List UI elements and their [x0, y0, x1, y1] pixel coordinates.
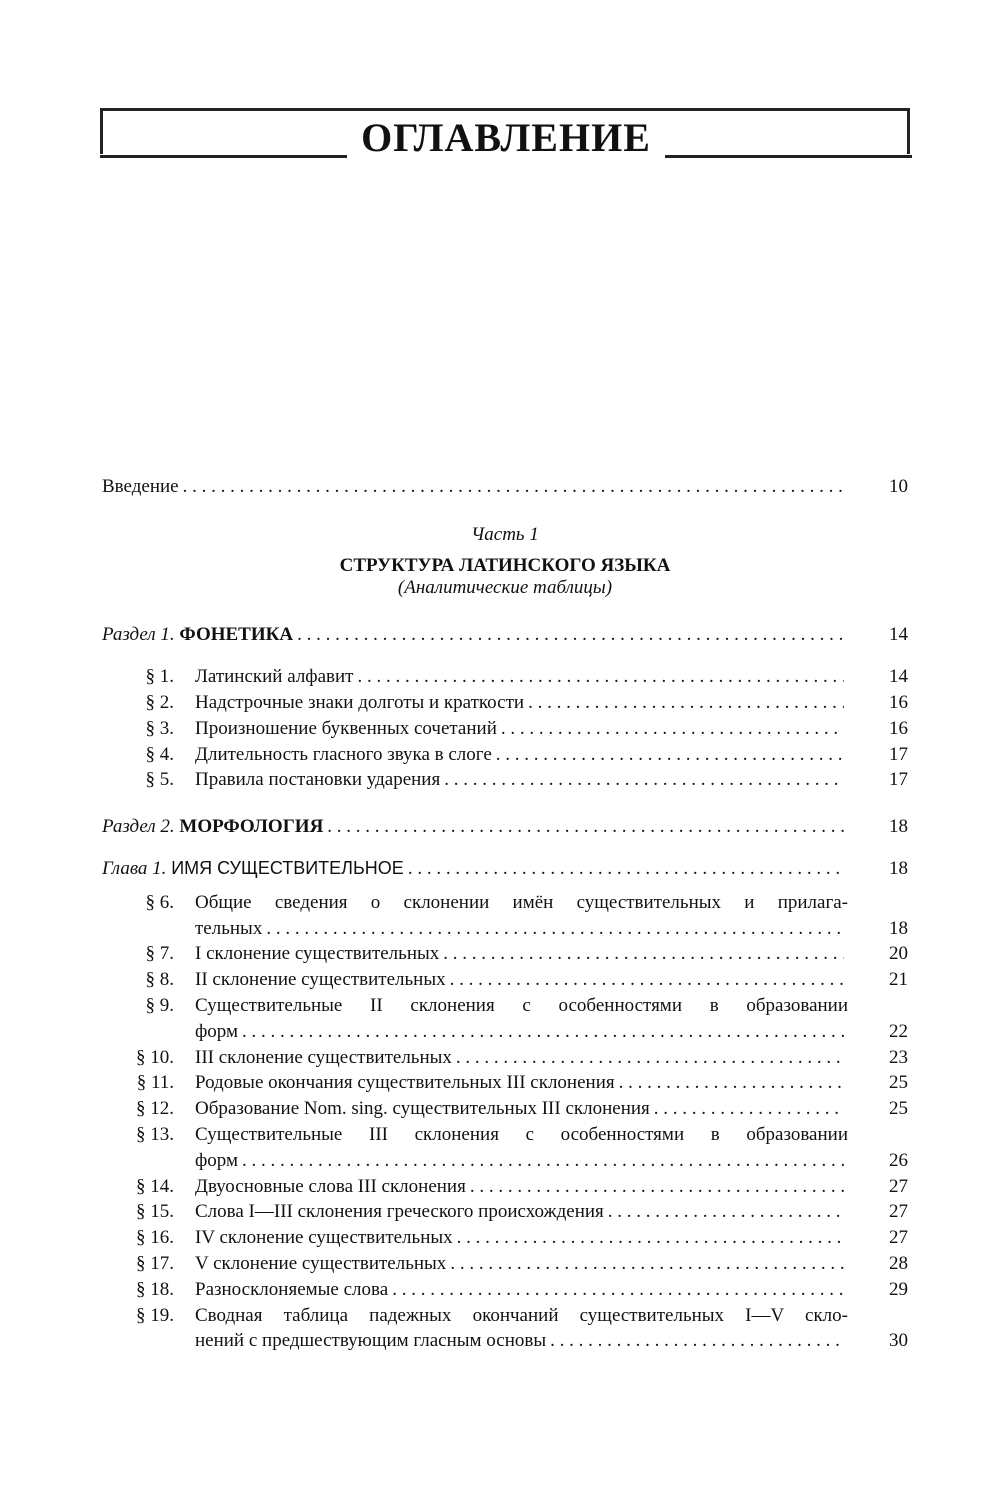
page-number: 14: [889, 624, 908, 646]
entry-label: Образование Nom. sing. существительных III склонения: [195, 1098, 650, 1120]
section-prefix: Раздел 1.: [102, 624, 175, 646]
toc-entry[interactable]: [102, 1225, 908, 1251]
entry-label: Длительность гласного звука в слоге: [195, 743, 492, 765]
entry-label: Двуосновные слова III склонения: [195, 1175, 466, 1197]
page-number: 18: [889, 917, 908, 939]
page-number: 30: [889, 1330, 908, 1352]
dot-leader: [608, 1199, 844, 1225]
paragraph-number: § 4.: [145, 743, 174, 765]
page-number: 27: [889, 1227, 908, 1249]
paragraph-number: § 8.: [145, 969, 174, 991]
toc-entry[interactable]: [102, 1328, 908, 1354]
dot-leader: [443, 941, 844, 967]
paragraph-number: § 19.: [136, 1304, 174, 1326]
paragraph-number: § 14.: [136, 1175, 174, 1197]
page-number: 20: [889, 943, 908, 965]
toc-entry[interactable]: [102, 664, 908, 690]
part-title: СТРУКТУРА ЛАТИНСКОГО ЯЗЫКА: [339, 554, 671, 576]
entry-label: форм: [195, 1020, 239, 1042]
entry-label: II склонение существительных: [195, 969, 446, 991]
chapter-prefix: Глава 1.: [102, 857, 167, 879]
page-number: 17: [889, 769, 908, 791]
page-number: 29: [889, 1278, 908, 1300]
toc-entry[interactable]: [102, 890, 908, 916]
dot-leader: [242, 1148, 844, 1174]
paragraph-number: § 7.: [145, 943, 174, 965]
page-number: 16: [889, 691, 908, 713]
dot-leader: [456, 1045, 844, 1071]
paragraph-number: § 5.: [145, 769, 174, 791]
entry-label: Надстрочные знаки долготы и краткости: [195, 691, 525, 713]
entry-label: Общие сведения о склонении имён существительных и прилага-: [195, 891, 848, 913]
dot-leader: [550, 1328, 844, 1354]
dot-leader: [266, 916, 844, 942]
page-number: 27: [889, 1175, 908, 1197]
toc-entry-section-1[interactable]: [102, 622, 908, 648]
table-of-contents: [102, 474, 908, 1354]
toc-entry[interactable]: [102, 916, 908, 942]
toc-entry[interactable]: [102, 767, 908, 793]
title-rule-right: [665, 121, 912, 158]
chapter-title: ИМЯ СУЩЕСТВИТЕЛЬНОЕ: [171, 857, 404, 878]
toc-entry[interactable]: [102, 1251, 908, 1277]
page-number: 18: [889, 857, 908, 879]
toc-entry[interactable]: [102, 1148, 908, 1174]
dot-leader: [242, 1019, 844, 1045]
dot-leader: [496, 742, 844, 768]
entry-label: Латинский алфавит: [195, 666, 354, 688]
dot-leader: [183, 474, 844, 500]
toc-entry[interactable]: [102, 1303, 908, 1329]
toc-entry[interactable]: [102, 941, 908, 967]
toc-entry[interactable]: [102, 1070, 908, 1096]
paragraph-number: § 17.: [136, 1252, 174, 1274]
page-number: 26: [889, 1149, 908, 1171]
page-number: 28: [889, 1252, 908, 1274]
page-number: 14: [889, 666, 908, 688]
title-row: [100, 115, 912, 160]
toc-entry[interactable]: [102, 1019, 908, 1045]
page-number: 23: [889, 1046, 908, 1068]
paragraph-number: § 3.: [145, 717, 174, 739]
part-label: Часть 1: [471, 523, 539, 545]
toc-entry[interactable]: [102, 1199, 908, 1225]
page-number: 27: [889, 1201, 908, 1223]
toc-entry[interactable]: [102, 716, 908, 742]
entry-label: Разносклоняемые слова: [195, 1278, 389, 1300]
paragraph-number: § 13.: [136, 1123, 174, 1145]
page-number: 18: [889, 816, 908, 838]
entry-label: Сводная таблица падежных окончаний существительных I—V скло-: [195, 1304, 848, 1326]
page-number: 25: [889, 1098, 908, 1120]
dot-leader: [470, 1174, 844, 1200]
title-rule-left: [100, 121, 347, 158]
page-number: 21: [889, 969, 908, 991]
dot-leader: [457, 1225, 844, 1251]
dot-leader: [528, 690, 844, 716]
dot-leader: [501, 716, 844, 742]
toc-entry[interactable]: [102, 993, 908, 1019]
entry-label: IV склонение существительных: [195, 1227, 453, 1249]
toc-entry[interactable]: [102, 1122, 908, 1148]
dot-leader: [297, 622, 844, 648]
entry-label: Введение: [102, 476, 179, 497]
entry-label: III склонение существительных: [195, 1046, 452, 1068]
entry-label: Существительные II склонения с особенностями в образовании: [195, 994, 848, 1016]
paragraph-number: § 1.: [145, 666, 174, 688]
dot-leader: [444, 767, 844, 793]
dot-leader: [327, 814, 844, 840]
entry-label: тельных: [195, 917, 263, 939]
toc-entry[interactable]: [102, 967, 908, 993]
entry-label: Родовые окончания существительных III склонения: [195, 1072, 615, 1094]
section-prefix: Раздел 2.: [102, 816, 175, 838]
page-number: 10: [889, 476, 908, 497]
paragraph-number: § 15.: [136, 1201, 174, 1223]
part-subtitle: (Аналитические таблицы): [397, 577, 613, 599]
toc-entry[interactable]: [102, 1045, 908, 1071]
toc-entry[interactable]: [102, 1096, 908, 1122]
page-number: 16: [889, 717, 908, 739]
paragraph-number: § 18.: [136, 1278, 174, 1300]
page-number: 25: [889, 1072, 908, 1094]
dot-leader: [450, 967, 844, 993]
dot-leader: [450, 1251, 844, 1277]
section-1-items: [102, 664, 908, 793]
paragraph-number: § 12.: [136, 1098, 174, 1120]
paragraph-number: § 6.: [145, 891, 174, 913]
paragraph-number: § 16.: [136, 1227, 174, 1249]
section-title: ФОНЕТИКА: [179, 624, 294, 646]
entry-label: Правила постановки ударения: [195, 769, 441, 791]
toc-entry-intro[interactable]: [102, 474, 908, 500]
page-title: ОГЛАВЛЕНИЕ: [361, 115, 651, 160]
entry-label: Слова I—III склонения греческого происхождения: [195, 1201, 604, 1223]
entry-label: V склонение существительных: [195, 1252, 447, 1274]
toc-entry[interactable]: [102, 742, 908, 768]
toc-entry[interactable]: [102, 1174, 908, 1200]
paragraph-number: § 2.: [145, 691, 174, 713]
toc-entry-chapter-1[interactable]: [102, 856, 908, 882]
paragraph-number: § 10.: [136, 1046, 174, 1068]
dot-leader: [619, 1070, 844, 1096]
entry-label: Существительные III склонения с особенностями в образовании: [195, 1123, 848, 1145]
toc-entry-section-2[interactable]: [102, 814, 908, 840]
section-title: МОРФОЛОГИЯ: [179, 816, 324, 838]
entry-label: нений с предшествующим гласным основы: [195, 1330, 547, 1352]
chapter-1-items: [102, 890, 908, 1354]
toc-entry[interactable]: [102, 690, 908, 716]
entry-label: Произношение буквенных сочетаний: [195, 717, 497, 739]
page-number: 22: [889, 1020, 908, 1042]
page-number: 17: [889, 743, 908, 765]
entry-label: I склонение существительных: [195, 943, 440, 965]
toc-entry[interactable]: [102, 1277, 908, 1303]
dot-leader: [654, 1096, 844, 1122]
paragraph-number: § 9.: [145, 994, 174, 1016]
dot-leader: [408, 856, 844, 882]
entry-label: форм: [195, 1149, 239, 1171]
dot-leader: [392, 1277, 844, 1303]
dot-leader: [358, 664, 845, 690]
paragraph-number: § 11.: [136, 1072, 174, 1094]
